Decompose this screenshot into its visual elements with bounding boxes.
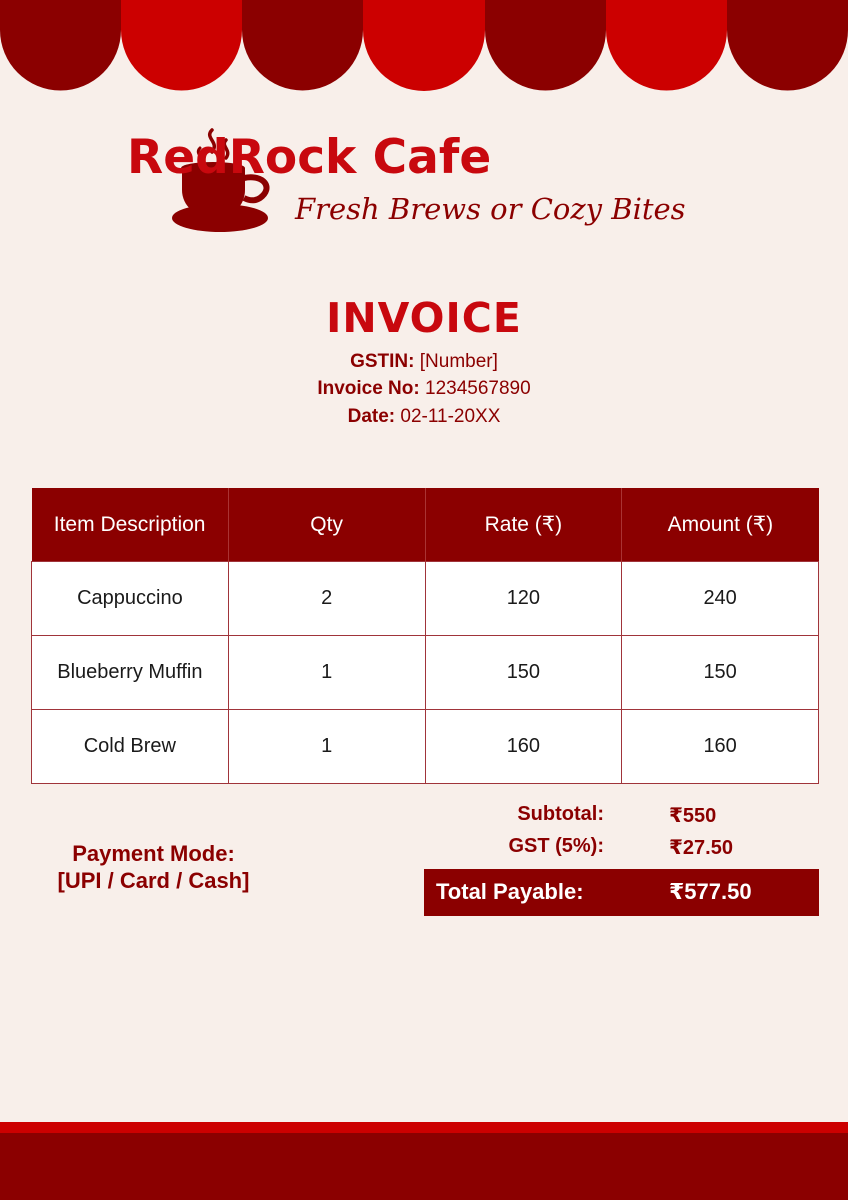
- invoice-date-line: [0, 406, 848, 428]
- subtotal-value: ₹550: [669, 805, 717, 827]
- cell-qty: 2: [228, 562, 425, 636]
- total-payable-bar: [424, 869, 819, 916]
- cell-rate: 120: [425, 562, 622, 636]
- cell-amount: 160: [622, 710, 819, 784]
- brand-name: RedRock Cafe: [127, 130, 492, 185]
- scalloped-awning: [0, 0, 848, 92]
- gstin-label: GSTIN:: [350, 351, 415, 372]
- payment-mode-value: [UPI / Card / Cash]: [57, 868, 250, 893]
- table-row: [32, 636, 819, 710]
- cell-item: Blueberry Muffin: [32, 636, 229, 710]
- header-rate: Rate (₹): [425, 488, 622, 562]
- cell-rate: 160: [425, 710, 622, 784]
- table-row: [32, 710, 819, 784]
- invoice-date-value: 02-11-20XX: [400, 406, 501, 427]
- header-amount: Amount (₹): [622, 488, 819, 562]
- cell-item: Cappuccino: [32, 562, 229, 636]
- payment-mode: [31, 840, 276, 894]
- gstin-value: [Number]: [419, 351, 498, 372]
- table-row: [32, 562, 819, 636]
- invoice-number-line: [0, 378, 848, 400]
- invoice-title: INVOICE: [326, 294, 522, 342]
- cell-rate: 150: [425, 636, 622, 710]
- footer-stripe: [0, 1122, 848, 1133]
- cell-amount: 240: [622, 562, 819, 636]
- invoice-number-label: Invoice No:: [317, 378, 420, 399]
- total-payable-label: Total Payable:: [436, 879, 584, 904]
- subtotal-label: Subtotal:: [517, 803, 604, 825]
- table-header-row: [32, 488, 819, 562]
- invoice-number-value: 1234567890: [425, 378, 531, 399]
- brand-tagline: Fresh Brews or Cozy Bites: [295, 192, 686, 226]
- cell-amount: 150: [622, 636, 819, 710]
- cell-qty: 1: [228, 636, 425, 710]
- invoice-date-label: Date:: [347, 406, 396, 427]
- gstin-line: [0, 351, 848, 373]
- header-qty: Qty: [228, 488, 425, 562]
- items-table: [31, 488, 819, 784]
- cell-qty: 1: [228, 710, 425, 784]
- gst-value: ₹27.50: [669, 837, 733, 859]
- footer-band: [0, 1133, 848, 1200]
- header-item-description: Item Description: [32, 488, 229, 562]
- payment-mode-label: Payment Mode:: [72, 841, 235, 866]
- cell-item: Cold Brew: [32, 710, 229, 784]
- gst-label: GST (5%):: [508, 835, 604, 857]
- total-payable-value: ₹577.50: [669, 879, 752, 904]
